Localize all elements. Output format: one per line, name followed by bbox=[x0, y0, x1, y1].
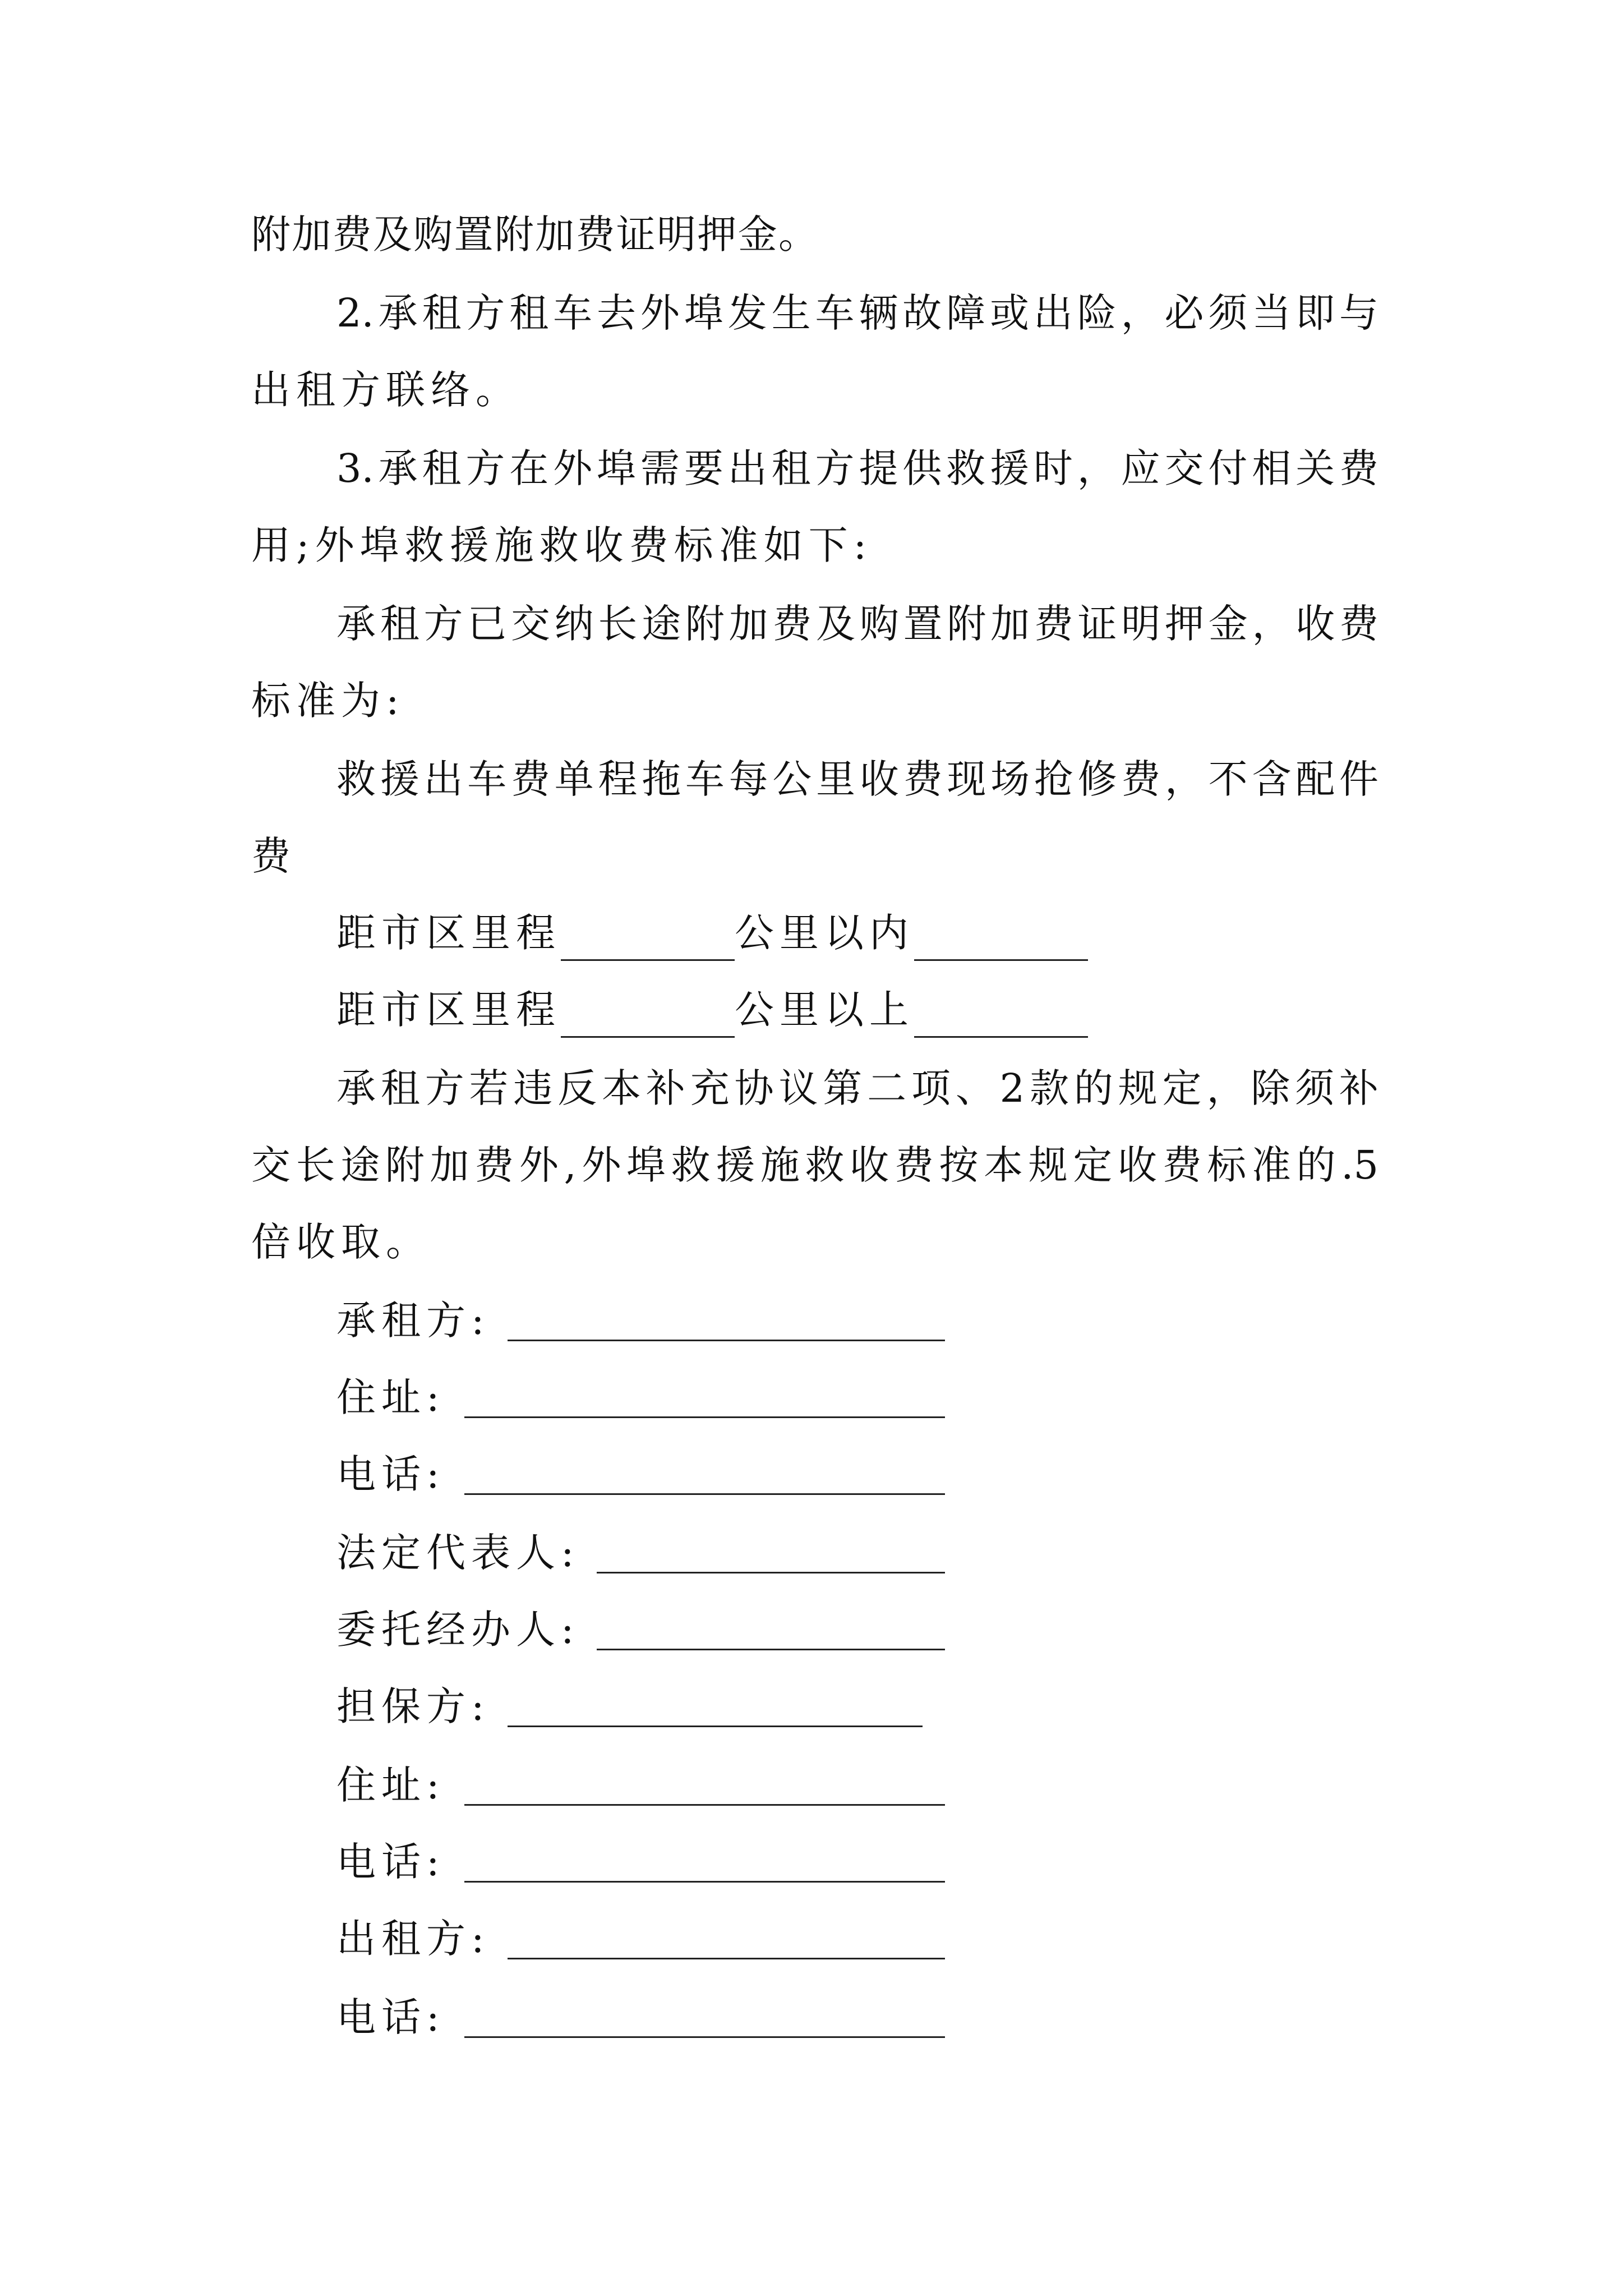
signature-blank[interactable] bbox=[464, 1881, 945, 1883]
paragraph-line: 费 bbox=[251, 833, 296, 879]
paragraph-line: 救援出车费单程拖车每公里收费现场抢修费，不含配件 bbox=[336, 756, 1378, 802]
signature-label: 承租方: bbox=[336, 1297, 490, 1343]
paragraph-line: 承租方若违反本补充协议第二项、2款的规定，除须补 bbox=[336, 1065, 1378, 1111]
distance-unit-label: 公里以内 bbox=[735, 910, 914, 956]
signature-blank[interactable] bbox=[464, 2036, 945, 2038]
signature-blank[interactable] bbox=[508, 1340, 945, 1341]
signature-row bbox=[336, 1525, 580, 1581]
signature-row bbox=[336, 1834, 445, 1890]
signature-label: 住址: bbox=[336, 1374, 445, 1420]
signature-label: 法定代表人: bbox=[336, 1530, 580, 1576]
signature-blank[interactable] bbox=[464, 1493, 945, 1495]
signature-row bbox=[336, 1602, 580, 1658]
paragraph-line: 承租方已交纳长途附加费及购置附加费证明押金，收费 bbox=[336, 601, 1378, 647]
signature-label: 电话: bbox=[336, 1994, 445, 2040]
paragraph-line: 倍收取。 bbox=[251, 1219, 431, 1265]
distance-label: 距市区里程 bbox=[336, 987, 561, 1033]
signature-label: 电话: bbox=[336, 1451, 445, 1497]
signature-blank[interactable] bbox=[508, 1726, 923, 1727]
distance-unit-label: 公里以上 bbox=[735, 987, 914, 1033]
paragraph-line: 2.承租方租车去外埠发生车辆故障或出险，必须当即与 bbox=[336, 290, 1378, 336]
paragraph-line: 交长途附加费外,外埠救援施救收费按本规定收费标准的.5 bbox=[251, 1142, 1378, 1188]
blank-field[interactable] bbox=[914, 915, 1088, 961]
signature-label: 电话: bbox=[336, 1839, 445, 1885]
signature-row bbox=[336, 1989, 445, 2045]
signature-row bbox=[336, 1446, 445, 1502]
paragraph-line: 附加费及购置附加费证明押金。 bbox=[251, 211, 818, 257]
paragraph-line: 用;外埠救援施救收费标准如下: bbox=[251, 522, 873, 568]
signature-blank[interactable] bbox=[508, 1958, 945, 1959]
distance-row bbox=[336, 982, 1088, 1038]
blank-field[interactable] bbox=[914, 992, 1088, 1038]
distance-row bbox=[336, 905, 1088, 961]
signature-row bbox=[336, 1757, 445, 1813]
signature-row bbox=[336, 1292, 490, 1349]
paragraph-line: 3.承租方在外埠需要出租方提供救援时，应交付相关费 bbox=[336, 445, 1378, 491]
signature-blank[interactable] bbox=[597, 1572, 945, 1573]
signature-blank[interactable] bbox=[464, 1804, 945, 1806]
signature-label: 担保方: bbox=[336, 1683, 490, 1729]
distance-label: 距市区里程 bbox=[336, 910, 561, 956]
signature-row bbox=[336, 1678, 490, 1734]
signature-label: 出租方: bbox=[336, 1916, 490, 1962]
paragraph-line: 标准为: bbox=[251, 678, 405, 724]
signature-blank[interactable] bbox=[464, 1416, 945, 1418]
signature-row bbox=[336, 1911, 490, 1967]
signature-label: 住址: bbox=[336, 1762, 445, 1808]
paragraph-line: 出租方联络。 bbox=[251, 367, 520, 413]
signature-blank[interactable] bbox=[597, 1649, 945, 1650]
blank-field[interactable] bbox=[561, 915, 735, 961]
blank-field[interactable] bbox=[561, 992, 735, 1038]
signature-row bbox=[336, 1369, 445, 1425]
signature-label: 委托经办人: bbox=[336, 1607, 580, 1653]
